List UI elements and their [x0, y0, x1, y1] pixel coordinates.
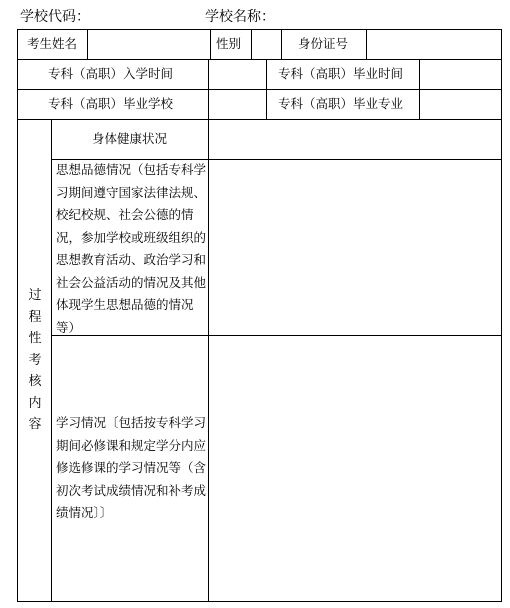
name-value-cell[interactable] — [88, 30, 210, 59]
grad-school-label: 专科（高职）毕业学校 — [48, 96, 174, 111]
grad-school-value-cell[interactable] — [209, 90, 266, 119]
gender-value-cell[interactable] — [252, 30, 281, 59]
school-name-label: 学校名称： — [205, 9, 275, 25]
name-label: 考生姓名 — [27, 36, 78, 51]
id-value-cell[interactable] — [367, 30, 501, 59]
table-border-left — [17, 29, 18, 602]
grad-major-label: 专科（高职）毕业专业 — [278, 96, 404, 111]
gender-label: 性别 — [216, 36, 242, 51]
col-divider — [266, 59, 267, 120]
health-value-cell[interactable] — [209, 120, 501, 159]
enroll-time-label: 专科（高职）入学时间 — [48, 66, 174, 81]
health-label: 身体健康状况 — [92, 131, 168, 146]
table-border-right — [501, 29, 502, 602]
grad-time-value-cell[interactable] — [420, 60, 501, 89]
table-border-bottom — [17, 601, 502, 602]
col-divider — [210, 29, 211, 60]
id-label: 身份证号 — [298, 36, 349, 51]
moral-label: 思想品德情况（包括专科学习期间遵守国家法律法规、校纪校规、社会公德的情况，参加学校或班级组织的思想教育活动、政治学习和社会公益活动的情况及其他体现学生思想品德的情况等） — [56, 162, 207, 335]
grad-major-value-cell[interactable] — [420, 90, 501, 119]
study-value-cell[interactable] — [209, 336, 501, 601]
enroll-time-value-cell[interactable] — [209, 60, 266, 89]
study-label: 学习情况〔包括按专科学习期间必修课和规定学分内应修选修课的学习情况等（含初次考试成绩情况和补考成绩情况〕〕 — [56, 415, 207, 520]
school-code-label: 学校代码： — [20, 9, 90, 25]
moral-value-cell[interactable] — [209, 160, 501, 335]
col-divider — [281, 29, 282, 60]
col-divider — [51, 119, 52, 602]
process-assessment-label: 过程性考核内容 — [28, 288, 42, 432]
grad-time-label: 专科（高职）毕业时间 — [278, 66, 404, 81]
